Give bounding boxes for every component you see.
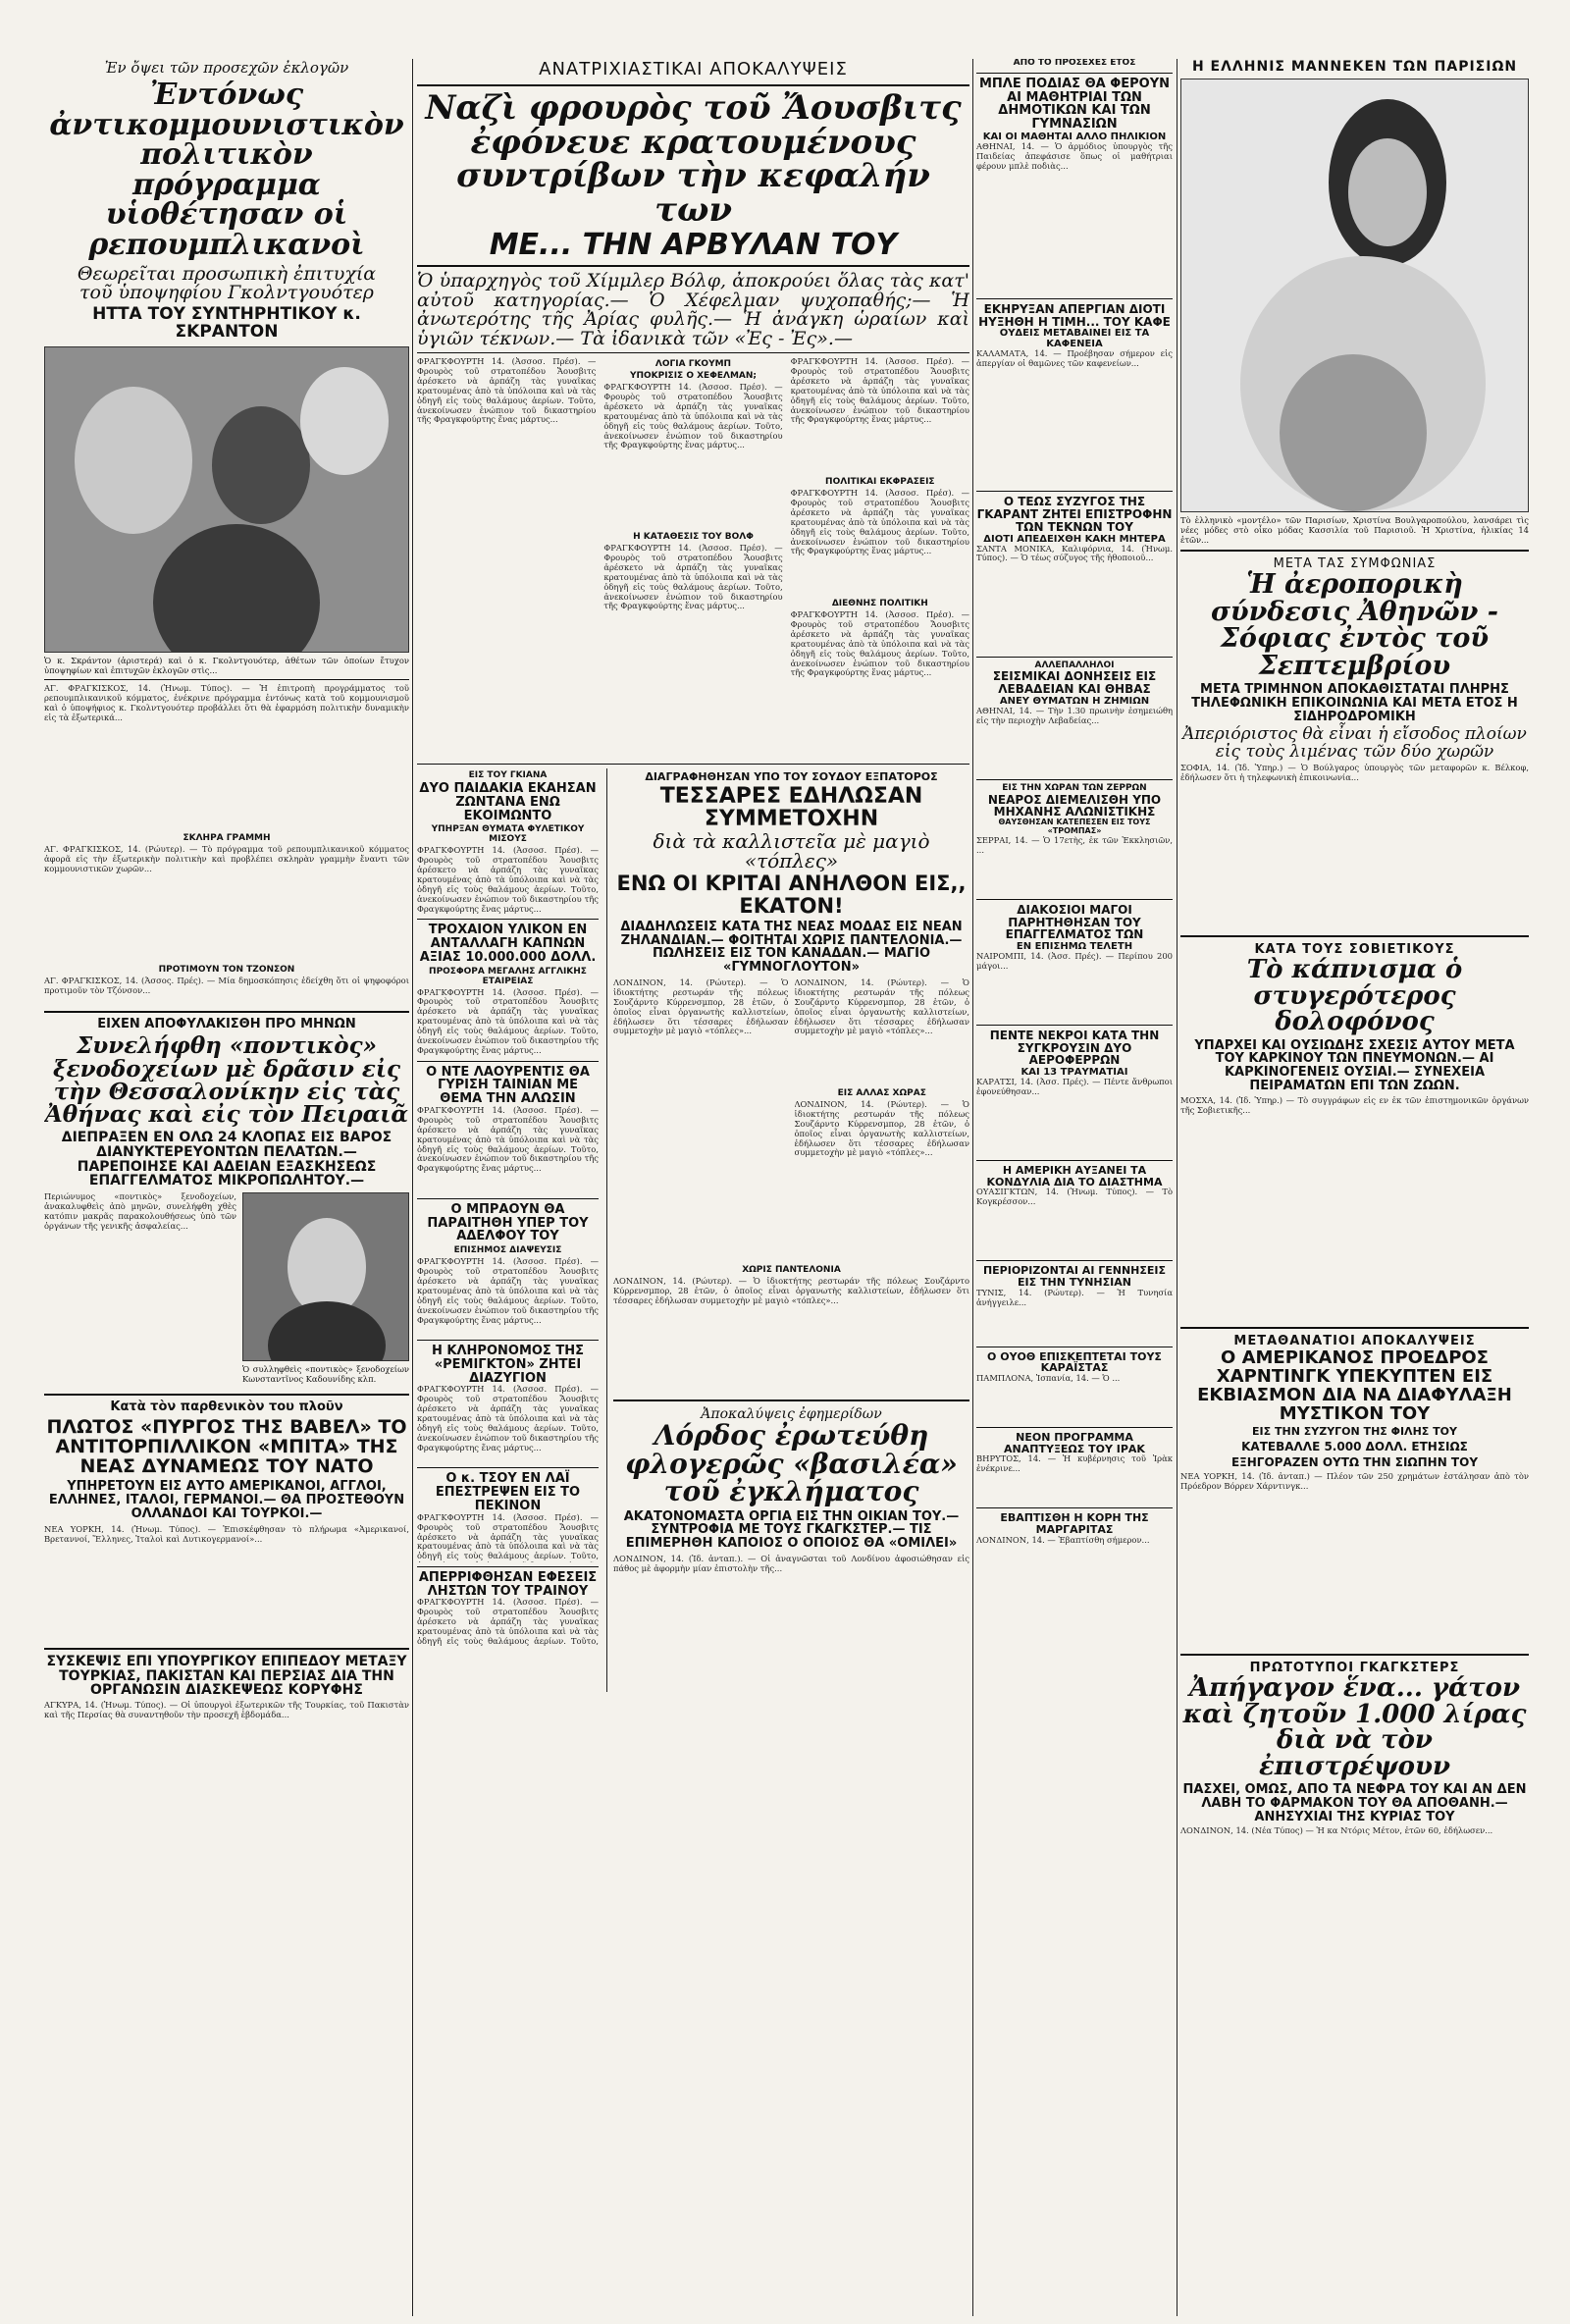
headline-auschwitz: Ναζὶ φρουρὸς τοῦ Ἄουσβιτς ἐφόνευε κρατουμένους συντρίβων τὴν κεφαλήν των bbox=[425, 88, 962, 231]
kicker: ΔΙΑΓΡΑΦΗΘΗΣΑΝ ΥΠΟ ΤΟΥ ΣΟΥΔΟΥ ΕΞΠΑΤΟΡΟΣ bbox=[645, 769, 938, 783]
article-body: ΛΟΝΔΙΝΟΝ, 14. (Νέα Τύπος) — Ἡ κα Ντόρις Μέτον, ἐτῶν 60, ἐδήλωσεν... bbox=[1180, 1826, 1493, 1836]
headline-ferries: ΠΕΝΤΕ ΝΕΚΡΟΙ ΚΑΤΑ ΤΗΝ ΣΥΓΚΡΟΥΣΙΝ ΔΥΟ ΑΕΡΟΦΕΡΡΩΝ bbox=[989, 1028, 1160, 1068]
subhead: ΕΙΣ ΑΛΛΑΣ ΧΩΡΑΣ bbox=[837, 1087, 926, 1098]
brief-headline: Ο κ. ΤΣΟΥ ΕΝ ΛΑΪ ΕΠΕΣΤΡΕΨΕΝ ΕΙΣ ΤΟ ΠΕΚΙΝΟΝ bbox=[435, 1471, 581, 1513]
deck-caps: ΜΕΤΑ ΤΡΙΜΗΝΟΝ ΑΠΟΚΑΘΙΣΤΑΤΑΙ ΠΛΗΡΗΣ ΤΗΛΕΦΩΝΙΚΗ ΕΠΙΚΟΙΝΩΝΙΑ ΚΑΙ ΜΕΤΑ ΕΤΟΣ Η ΣΙΔΗΡΟΔΡΟΜΙΚΗ bbox=[1191, 682, 1518, 724]
headline-republicans: Ἐντόνως ἀντικομμουνιστικὸν πολιτικὸν πρόγραμμα υἱοθέτησαν οἱ ρεπουμπλικανοὶ bbox=[49, 78, 404, 262]
deck-caps: ΔΙΑΔΗΛΩΣΕΙΣ ΚΑΤΑ ΤΗΣ ΝΕΑΣ ΜΟΔΑΣ ΕΙΣ ΝΕΑΝ ΖΗΛΑΝΔΙΑΝ.— ΦΟΙΤΗΤΑΙ ΧΩΡΙΣ ΠΑΝΤΕΛΟΝΙΑ.— ΠΩΛΗΣΕΙΣ ΕΙΣ ΤΟΝ ΚΑΝΑΔΑΝ.— ΜΑΓΙΟ «ΓΥΜΝΟΓΛΟΥΤΟΝ» bbox=[620, 919, 963, 976]
headline-smoking: Τὸ κάπνισμα ὁ στυγερότερος δολοφόνος bbox=[1246, 955, 1463, 1037]
subhead: ΠΡΟΤΙΜΟΥΝ ΤΟΝ ΤΖΟΝΣΟΝ bbox=[158, 965, 295, 976]
deck-caps: ΥΠΗΡΕΤΟΥΝ ΕΙΣ ΑΥΤΟ ΑΜΕΡΙΚΑΝΟΙ, ΑΓΓΛΟΙ, ΕΛΛΗΝΕΣ, ΙΤΑΛΟΙ, ΓΕΡΜΑΝΟΙ.— ΘΑ ΠΡΟΣΤΕΘΟΥΝ ΟΛΛΑΝΔΟΙ ΚΑΙ ΤΟΥΡΚΟΙ.— bbox=[48, 1479, 405, 1521]
deck: ΚΑΤΕΒΑΛΛΕ 5.000 ΔΟΛΛ. ΕΤΗΣΙΩΣ bbox=[1241, 1440, 1468, 1453]
column-rule bbox=[1177, 59, 1178, 2316]
subhead: ΕΙΣ ΤΟΥ ΓΚΙΑΝΑ bbox=[468, 769, 548, 780]
article-body: ΚΑΡΑΤΣΙ, 14. (Ἀσσ. Πρές). — Πέντε ἄνθρωποι ἐφονεύθησαν... bbox=[976, 1078, 1173, 1097]
deck: ΟΥΔΕΙΣ ΜΕΤΑΒΑΙΝΕΙ ΕΙΣ ΤΑ ΚΑΦΕΝΕΙΑ bbox=[999, 328, 1150, 350]
photo-caption: Ὁ συλληφθεὶς «ποντικὸς» ξενοδοχείων Κωνσταντῖνος Καδουνίδης κλπ. bbox=[242, 1364, 409, 1385]
deck: Ὁ ὑπαρχηγὸς τοῦ Χίμμλερ Βόλφ, ἀποκρούει ὅλας τὰς κατ' αὐτοῦ κατηγορίας.— Ὁ Χέφελμαν ψυχοπαθής;— Ἡ ἀνωτερότης τῆς Ἀρίας φυλῆς.— Ἡ ἀνάγκη ὡραίων καὶ ὑγιῶν τέκνων.— Τὰ ἰδανικὰ τῶν «Ἐς - Ἐς».— bbox=[417, 270, 969, 349]
article-body: ΛΟΝΔΙΝΟΝ, 14. (Ρώυτερ). — Ὁ ἰδιοκτήτης ρεστωράν τῆς πόλεως Σουζάρντο Κύρρενσμπορ, 28 ἐτῶν, ὁ ὁποῖος εἶναι ὀργανωτὴς καλλιστείων, ἐδήλωσεν ὅτι τέσσαρες ἐδήλωσαν συμμετοχὴν μὲ μαγιὸ «τόπλες»... bbox=[613, 1276, 969, 1305]
headline-space: Η ΑΜΕΡΙΚΗ ΑΥΞΑΝΕΙ ΤΑ ΚΟΝΔΥΛΙΑ ΔΙΑ ΤΟ ΔΙΑΣΤΗΜΑ bbox=[986, 1164, 1163, 1188]
article-body: ΛΟΝΔΙΝΟΝ, 14. (Ρώυτερ). — Ὁ ἰδιοκτήτης ρεστωράν τῆς πόλεως Σουζάρντο Κύρρενσμπορ, 28 ἐτῶν, ὁ ὁποῖος εἶναι ὀργανωτὴς καλλιστείων, ἐδήλωσεν ὅτι τέσσαρες ἐδήλωσαν συμμετοχὴν μὲ μαγιὸ «τόπλες»... bbox=[794, 1099, 969, 1158]
kicker: ΠΡΩΤΟΤΥΠΟΙ ΓΚΑΓΚΣΤΕΡΣ bbox=[1249, 1661, 1460, 1675]
article-body: ΦΡΑΓΚΦΟΥΡΤΗ 14. (Ἀσσοσ. Πρέσ). — Φρουρὸς τοῦ στρατοπέδου Ἄουσβιτς ἀρέσκετο νὰ ἀρπάζη τὰς γυναῖκας κρατουμένας ἀπὸ τὰ ὑπόλοιπα καὶ νὰ τὰς ὁδηγῆ εἰς τοὺς θαλάμους ἀερίων. Τοῦτο, ἀνεκοίνωσεν ἐνώπιον τοῦ δικαστηρίου τῆς Φραγκφούρτης ἕνας μάρτυς... bbox=[417, 1257, 599, 1325]
headline-lord: Λόρδος ἐρωτεύθη φλογερῶς «βασιλέα» τοῦ ἐγκλήματος bbox=[625, 1418, 958, 1508]
article-body: ΛΟΝΔΙΝΟΝ, 14. (Ἰδ. ἀνταπ.). — Οἱ ἀναγνῶσται τοῦ Λονδίνου ἀφοσιώθησαν εἰς πάθος μὲ ἀφορμὴν μίαν ἐπιστολὴν τῆς... bbox=[613, 1554, 969, 1573]
photo-suspect bbox=[242, 1192, 409, 1361]
kicker: ΑΛΛΕΠΑΛΛΗΛΟΙ bbox=[1034, 660, 1115, 670]
article-body: ΝΕΑ ΥΟΡΚΗ, 14. (Ἰδ. ἀνταπ.) — Πλέον τῶν 250 χρημάτων ἐστάλησαν ἀπὸ τὸν Πρόεδρον Βόρρεν Χάρντινγκ... bbox=[1180, 1472, 1529, 1491]
article-body: ΦΡΑΓΚΦΟΥΡΤΗ 14. (Ἀσσοσ. Πρέσ). — Φρουρὸς τοῦ στρατοπέδου Ἄουσβιτς ἀρέσκετο νὰ ἀρπάζη τὰς γυναῖκας κρατουμένας ἀπὸ τὰ ὑπόλοιπα καὶ νὰ τὰς ὁδηγῆ εἰς τοὺς θαλάμους ἀερίων. Τοῦτο, ἀνεκοίνωσεν ἐνώπιον τοῦ δικαστηρίου τῆς Φραγκφούρτης ἕνας μάρτυς... bbox=[790, 356, 969, 425]
headline-auschwitz-2: ΜΕ... ΤΗΝ ΑΡΒΥΛΑΝ ΤΟΥ bbox=[489, 227, 898, 262]
article-body: ΛΟΝΔΙΝΟΝ, 14. (Ρώυτερ). — Ὁ ἰδιοκτήτης ρεστωράν τῆς πόλεως Σουζάρντο Κύρρενσμπορ, 28 ἐτῶν, ὁ ὁποῖος εἶναι ὀργανωτὴς καλλιστείων, ἐδήλωσεν ὅτι τέσσαρες ἐδήλωσαν συμμετοχὴν μὲ μαγιὸ «τόπλες»... bbox=[613, 977, 789, 1036]
headline-aprons: ΜΠΛΕ ΠΟΔΙΑΣ ΘΑ ΦΕΡΟΥΝ ΑΙ ΜΑΘΗΤΡΙΑΙ ΤΩΝ ΔΗΜΟΤΙΚΩΝ ΚΑΙ ΤΩΝ ΓΥΜΝΑΣΙΩΝ bbox=[978, 76, 1171, 132]
brief-headline: ΑΠΕΡΡΙΦΘΗΣΑΝ ΕΦΕΣΕΙΣ ΛΗΣΤΩΝ ΤΟΥ ΤΡΑΙΝΟΥ bbox=[418, 1569, 598, 1599]
headline-cento-meeting: ΣΥΣΚΕΨΙΣ ΕΠΙ ΥΠΟΥΡΓΙΚΟΥ ΕΠΙΠΕΔΟΥ ΜΕΤΑΞΥ ΤΟΥΡΚΙΑΣ, ΠΑΚΙΣΤΑΝ ΚΑΙ ΠΕΡΣΙΑΣ ΔΙΑ ΤΗΝ ΟΡΓΑΝΩΣΙΝ ΔΙΑΣΚΕΨΕΩΣ ΚΟΡΥΦΗΣ bbox=[46, 1653, 407, 1699]
article-body: ΑΘΗΝΑΙ, 14. — Ὁ ἀρμόδιος ὑπουργὸς τῆς Παιδείας ἀπεφάσισε ὅπως οἱ μαθήτριαι φέρουν μπλὲ ποδιὰς... bbox=[976, 141, 1173, 171]
headline-athens-sofia: Ἡ ἀεροπορικὴ σύνδεσις Ἀθηνῶν - Σόφιας ἐντὸς τοῦ Σεπτεμβρίου bbox=[1211, 569, 1498, 681]
article-body: Περιώνυμος «ποντικὸς» ξενοδοχείων, ἀνακαλυφθεὶς ἀπὸ μηνῶν, συνελήφθη χθὲς κατόπιν μακρᾶς παρακολουθήσεως ὑπὸ τῶν ὀργάνων τῆς γενικῆς ἀσφαλείας... bbox=[44, 1192, 236, 1231]
column-rule bbox=[412, 59, 413, 2316]
brief-headline: ΔΥΟ ΠΑΙΔΑΚΙΑ ΕΚΑΗΣΑΝ ΖΩΝΤΑΝΑ ΕΝΩ ΕΚΟΙΜΩΝΤΟ bbox=[419, 780, 597, 823]
article-body: ΑΘΗΝΑΙ, 14. — Τὴν 1.30 πρωινὴν ἐσημειώθη εἰς τὴν περιοχὴν Λεβαδείας... bbox=[976, 706, 1173, 725]
brief-headline: Ο ΝΤΕ ΛΑΟΥΡΕΝΤΙΣ ΘΑ ΓΥΡΙΣΗ ΤΑΙΝΙΑΝ ΜΕ ΘΕΜΑ ΤΗΝ ΑΛΩΣΙΝ bbox=[426, 1064, 590, 1107]
article-body: ΦΡΑΓΚΦΟΥΡΤΗ 14. (Ἀσσοσ. Πρέσ). — Φρουρὸς τοῦ στρατοπέδου Ἄουσβιτς ἀρέσκετο νὰ ἀρπάζη τὰς γυναῖκας κρατουμένας ἀπὸ τὰ ὑπόλοιπα καὶ νὰ τὰς ὁδηγῆ εἰς τοὺς θαλάμους ἀερίων. Τοῦτο, ἀνεκοίνωσεν ἐνώπιον τοῦ δικαστηρίου τῆς Φραγκφούρτης ἕνας μάρτυς... bbox=[790, 609, 969, 678]
kicker: ΜΕΤΑΘΑΝΑΤΙΟΙ ΑΠΟΚΑΛΥΨΕΙΣ bbox=[1233, 1333, 1476, 1348]
subhead: ΣΚΛΗΡΑ ΓΡΑΜΜΗ bbox=[183, 833, 271, 844]
article-body: ΝΕΑ ΥΟΡΚΗ, 14. (Ἡνωμ. Τύπος). — Ἐπισκέφθησαν τὸ πλήρωμα «Ἀμερικανοί, Βρεταννοί, Ἕλληνες, Ἰταλοὶ καὶ Δυτικογερμανοί»... bbox=[44, 1524, 409, 1544]
subhead: ΛΟΓΙΑ ΓΚΟΥΜΠ bbox=[654, 358, 732, 369]
deck: ΘΑΥΣΘΗΣΑΝ ΚΑΤΕΠΕΣΕΝ ΕΙΣ ΤΟΥΣ «ΤΡΟΜΠΑΣ» bbox=[998, 818, 1151, 835]
deck: Ἀπεριόριστος θὰ εἶναι ἡ εἴσοδος πλοίων εἰς τοὺς λιμένας τῶν δύο χωρῶν bbox=[1182, 724, 1527, 762]
subhead: Η ΚΑΤΑΘΕΣΙΣ ΤΟΥ ΒΟΛΦ bbox=[633, 531, 754, 542]
deck: Θεωρεῖται προσωπικὴ ἐπιτυχία bbox=[77, 262, 377, 285]
kicker: Ἐν ὄψει τῶν προσεχῶν ἐκλογῶν bbox=[104, 59, 349, 77]
brief-deck: ΥΠΗΡΞΑΝ ΘΥΜΑΤΑ ΦΥΛΕΤΙΚΟΥ ΜΙΣΟΥΣ bbox=[431, 824, 585, 845]
article-body: ΝΑΪΡΟΜΠΙ, 14. (Ἀσσ. Πρές). — Περίπου 200 μάγοι... bbox=[976, 951, 1173, 971]
article-body: ΦΡΑΓΚΦΟΥΡΤΗ 14. (Ἀσσοσ. Πρέσ). — Φρουρὸς τοῦ στρατοπέδου Ἄουσβιτς ἀρέσκετο νὰ ἀρπάζη τὰς γυναῖκας κρατουμένας ἀπὸ τὰ ὑπόλοιπα καὶ νὰ τὰς ὁδηγῆ εἰς τοὺς θαλάμους ἀερίων. Τοῦτο, ἀνεκοίνωσεν ἐνώπιον τοῦ δικαστηρίου τῆς Φραγκφούρτης ἕνας μάρτυς... bbox=[603, 382, 783, 450]
article-body: ΦΡΑΓΚΦΟΥΡΤΗ 14. (Ἀσσοσ. Πρέσ). — Φρουρὸς τοῦ στρατοπέδου Ἄουσβιτς ἀρέσκετο νὰ ἀρπάζη τὰς γυναῖκας κρατουμένας ἀπὸ τὰ ὑπόλοιπα καὶ νὰ τὰς ὁδηγῆ εἰς τοὺς θαλάμους ἀερίων. Τοῦτο, bbox=[417, 1598, 599, 1646]
deck-caps: ΠΑΣΧΕΙ, ΟΜΩΣ, ΑΠΟ ΤΑ ΝΕΦΡΑ ΤΟΥ ΚΑΙ ΑΝ ΔΕΝ ΛΑΒΗ ΤΟ ΦΑΡΜΑΚΟΝ ΤΟΥ ΘΑ ΑΠΟΘΑΝΗ.— ΑΝΗΣΥΧΙΑΙ ΤΗΣ ΚΥΡΙΑΣ ΤΟΥ bbox=[1182, 1782, 1527, 1824]
column-2 bbox=[417, 59, 969, 2316]
article-body: ΦΡΑΓΚΦΟΥΡΤΗ 14. (Ἀσσοσ. Πρέσ). — Φρουρὸς τοῦ στρατοπέδου Ἄουσβιτς ἀρέσκετο νὰ ἀρπάζη τὰς γυναῖκας κρατουμένας ἀπὸ τὰ ὑπόλοιπα καὶ νὰ τὰς ὁδηγῆ εἰς τοὺς θαλάμους ἀερίων. Τοῦτο, ἀνεκοίνωσεν ἐνώπιον τοῦ δικαστηρίου τῆς Φραγκφούρτης ἕνας μάρτυς... bbox=[417, 356, 597, 425]
headline-topless: ΤΕΣΣΑΡΕΣ ΕΔΗΛΩΣΑΝ ΣΥΜΜΕΤΟΧΗΝ bbox=[659, 783, 923, 832]
headline-thresher: ΝΕΑΡΟΣ ΔΙΕΜΕΛΙΣΘΗ ΥΠΟ ΜΗΧΑΝΗΣ ΑΛΩΝΙΣΤΙΚΗΣ bbox=[987, 792, 1162, 819]
article-body: ΚΑΛΑΜΑΤΑ, 14. — Προέβησαν σήμερον εἰς ἀπεργίαν οἱ θαμῶνες τῶν καφενείων... bbox=[976, 349, 1173, 369]
article-body: ΣΟΦΙΑ, 14. (Ἰδ. Ὑπηρ.) — Ὁ Βούλγαρος ὑπουργὸς τῶν μεταφορῶν κ. Βέλκοφ, ἐδήλωσεν ὅτι ἡ τηλεφωνικὴ ἐπικοινωνία... bbox=[1180, 764, 1529, 782]
headline-cat-kidnap: Ἀπήγαγον ἕνα... γάτον καὶ ζητοῦν 1.000 λίρας διὰ νὰ τὸν ἐπιστρέψουν bbox=[1182, 1673, 1527, 1781]
article-body: ΦΡΑΓΚΦΟΥΡΤΗ 14. (Ἀσσοσ. Πρέσ). — Φρουρὸς τοῦ στρατοπέδου Ἄουσβιτς ἀρέσκετο νὰ ἀρπάζη τὰς γυναῖκας κρατουμένας ἀπὸ τὰ ὑπόλοιπα καὶ νὰ τὰς ὁδηγῆ εἰς τοὺς θαλάμους ἀερίων. Τοῦτο, ἀνεκοίνωσεν ἐνώπιον τοῦ δικαστηρίου τῆς Φραγκφούρτης ἕνας μάρτυς... bbox=[417, 1105, 599, 1174]
subhead: ΔΙΕΘΝΗΣ ΠΟΛΙΤΙΚΗ bbox=[831, 598, 928, 608]
article-body: ΒΗΡΥΤΟΣ, 14. — Ἡ κυβέρνησις τοῦ Ἰρὰκ ἐνέκρινε... bbox=[976, 1454, 1173, 1474]
headline-nato-ship: ΠΛΩΤΟΣ «ΠΥΡΓΟΣ ΤΗΣ ΒΑΒΕΛ» ΤΟ ΑΝΤΙΤΟΡΠΙΛΛΙΚΟΝ «ΜΠΙΤΑ» ΤΗΣ ΝΕΑΣ ΔΥΝΑΜΕΩΣ ΤΟΥ ΝΑΤΟ bbox=[46, 1416, 407, 1478]
headline-earthquake: ΣΕΙΣΜΙΚΑΙ ΔΟΝΗΣΕΙΣ ΕΙΣ ΛΕΒΑΔΕΙΑΝ ΚΑΙ ΘΗΒΑΣ bbox=[992, 669, 1157, 697]
deck: τοῦ ὑποψηφίου Γκολντγουότερ bbox=[79, 281, 374, 303]
deck: ΕΙΣ ΤΗΝ ΣΥΖΥΓΟΝ ΤΗΣ ΦΙΛΗΣ ΤΟΥ bbox=[1252, 1425, 1457, 1438]
brief-headline: Η ΚΛΗΡΟΝΟΜΟΣ ΤΗΣ «ΡΕΜΙΓΚΤΟΝ» ΖΗΤΕΙ ΔΙΑΖΥΓΙΟΝ bbox=[432, 1344, 584, 1386]
photo-mannequin bbox=[1180, 79, 1529, 512]
headline-hotel-thief: Συνελήφθη «ποντικὸς» ξενοδοχείων μὲ δρᾶσιν εἰς τὴν Θεσσαλονίκην εἰς τὰς Ἀθήνας καὶ εἰς τὸν Πειραιᾶ bbox=[44, 1032, 409, 1129]
headline-tunisia: ΠΕΡΙΟΡΙΖΟΝΤΑΙ ΑΙ ΓΕΝΝΗΣΕΙΣ ΕΙΣ ΤΗΝ ΤΥΝΗΣΙΑΝ bbox=[982, 1264, 1167, 1290]
deck-caps: ΔΙΕΠΡΑΞΕΝ ΕΝ ΟΛΩ 24 ΚΛΟΠΑΣ ΕΙΣ ΒΑΡΟΣ ΔΙΑΝΥΚΤΕΡΕΥΟΝΤΩΝ ΠΕΛΑΤΩΝ.— ΠΑΡΕΠΟΙΗΣΕ ΚΑΙ ΑΔΕΙΑΝ ΕΞΑΣΚΗΣΕΩΣ ΕΠΑΓΓΕΛΜΑΤΟΣ ΜΙΚΡΟΠΩΛΗΤΟΥ.— bbox=[61, 1129, 392, 1189]
deck: ΕΝ ΕΠΙΣΗΜΩ ΤΕΛΕΤΗ bbox=[1016, 940, 1133, 952]
article-body: ΑΓ. ΦΡΑΓΚΙΣΚΟΣ, 14. (Ἀσσος. Πρές). — Μία δημοσκόπησις ἐδείχθη ὅτι οἱ ψηφοφόροι προτιμοῦν τὸν Τζόνσον... bbox=[44, 977, 409, 996]
article-body: ΦΡΑΓΚΦΟΥΡΤΗ 14. (Ἀσσοσ. Πρέσ). — Φρουρὸς τοῦ στρατοπέδου Ἄουσβιτς ἀρέσκετο νὰ ἀρπάζη τὰς γυναῖκας κρατουμένας ἀπὸ τὰ ὑπόλοιπα καὶ νὰ τὰς ὁδηγῆ εἰς τοὺς θαλάμους ἀερίων. Τοῦτο, bbox=[417, 1512, 599, 1561]
headline-visit: Ο ΟΥΟΘ ΕΠΙΣΚΕΠΤΕΤΑΙ ΤΟΥΣ ΚΑΡΑΪΣΤΑΣ bbox=[987, 1349, 1162, 1375]
column-3 bbox=[976, 59, 1173, 2316]
subhead: ΥΠΟΚΡΙΣΙΣ Ο ΧΕΦΕΛΜΑΝ; bbox=[629, 370, 758, 381]
brief-headline: Ο ΜΠΡΑΟΥΝ ΘΑ ΠΑΡΑΙΤΗΘΗ ΥΠΕΡ ΤΟΥ ΑΔΕΛΦΟΥ ΤΟΥ bbox=[427, 1201, 589, 1244]
headline-harding: Ο ΑΜΕΡΙΚΑΝΟΣ ΠΡΟΕΔΡΟΣ ΧΑΡΝΤΙΝΓΚ ΥΠΕΚΥΠΤΕΝ ΕΙΣ ΕΚΒΙΑΣΜΟΝ ΔΙΑ ΝΑ ΔΙΑΦΥΛΑΞΗ ΜΥΣΤΙΚΟΝ ΤΟΥ bbox=[1197, 1347, 1512, 1424]
headline-topless-3: ΕΝΩ ΟΙ ΚΡΙΤΑΙ ΑΝΗΛΘΟΝ ΕΙΣ,, ΕΚΑΤΟΝ! bbox=[616, 872, 967, 918]
kicker-bar: Κατὰ τὸν παρθενικὸν του πλοῦν bbox=[110, 1400, 343, 1415]
article-body: ΛΟΝΔΙΝΟΝ, 14. — Ἐβαπτίσθη σήμερον... bbox=[976, 1535, 1150, 1545]
subhead: ΠΟΛΙΤΙΚΑΙ ΕΚΦΡΑΣΕΙΣ bbox=[825, 476, 935, 487]
photo-caption: Τὸ ἑλληνικὸ «μοντέλο» τῶν Παρισίων, Χριστίνα Βουλγαροπούλου, λανσάρει τὶς νέες μόδες στὸ οἶκο μόδας Κασσιλία τοῦ Παρισιοῦ. Ἡ Χριστίνα, ἡλικίας 14 ἐτῶν... bbox=[1180, 515, 1529, 545]
article-body: ΦΡΑΓΚΦΟΥΡΤΗ 14. (Ἀσσοσ. Πρέσ). — Φρουρὸς τοῦ στρατοπέδου Ἄουσβιτς ἀρέσκετο νὰ ἀρπάζη τὰς γυναῖκας κρατουμένας ἀπὸ τὰ ὑπόλοιπα καὶ νὰ τὰς ὁδηγῆ εἰς τοὺς θαλάμους ἀερίων. Τοῦτο, ἀνεκοίνωσεν ἐνώπιον τοῦ δικαστηρίου τῆς Φραγκφούρτης ἕνας μάρτυς... bbox=[417, 987, 599, 1056]
deck: ΕΞΗΓΟΡΑΖΕΝ ΟΥΤΩ ΤΗΝ ΣΙΩΠΗΝ ΤΟΥ bbox=[1230, 1455, 1479, 1469]
deck: ΚΑΙ 13 ΤΡΑΥΜΑΤΙΑΙ bbox=[1020, 1067, 1128, 1079]
kicker-bar: ΕΙΧΕΝ ΑΠΟΦΥΛΑΚΙΣΘΗ ΠΡΟ ΜΗΝΩΝ bbox=[97, 1017, 356, 1032]
kicker: ΕΙΣ ΤΗΝ ΧΩΡΑΝ ΤΩΝ ΖΕΡΡΩΝ bbox=[1002, 782, 1147, 793]
headline-coffee-strike: ΕΚΗΡΥΞΑΝ ΑΠΕΡΓΙΑΝ ΔΙΟΤΙ ΗΥΞΗΘΗ Η ΤΙΜΗ... ΤΟΥ ΚΑΦΕ bbox=[978, 301, 1171, 329]
deck-caps: ΗΤΤΑ ΤΟΥ ΣΥΝΤΗΡΗΤΙΚΟΥ κ. ΣΚΡΑΝΤΟΝ bbox=[92, 304, 361, 343]
deck-caps: ΥΠΑΡΧΕΙ ΚΑΙ ΟΥΣΙΩΔΗΣ ΣΧΕΣΙΣ ΑΥΤΟΥ ΜΕΤΑ ΤΟΥ ΚΑΡΚΙΝΟΥ ΤΩΝ ΠΝΕΥΜΟΝΩΝ.— ΑΙ ΚΑΡΚΙΝΟΓΕΝΕΙΣ ΟΥΣΙΑΙ.— ΣΥΝΕΧΕΙΑ ΠΕΙΡΑΜΑΤΩΝ ΕΠΙ ΤΩΝ ΖΩΩΝ. bbox=[1194, 1037, 1515, 1093]
photo-scranton-goldwater bbox=[44, 346, 409, 653]
article-body: ΠΑΜΠΛΟΝΑ, Ἰσπανία, 14. — Ὁ ... bbox=[976, 1374, 1121, 1384]
brief-deck: ΕΠΙΣΗΜΟΣ ΔΙΑΨΕΥΣΙΣ bbox=[453, 1245, 562, 1256]
article-body: ΟΥΑΣΙΓΚΤΩΝ, 14. (Ἡνωμ. Τύπος). — Τὸ Κογκρέσσον... bbox=[976, 1188, 1173, 1207]
headline-garland: Ο ΤΕΩΣ ΣΥΖΥΓΟΣ ΤΗΣ ΓΚΑΡΑΝΤ ΖΗΤΕΙ ΕΠΙΣΤΡΟΦΗΝ ΤΩΝ ΤΕΚΝΩΝ ΤΟΥ bbox=[976, 495, 1173, 534]
deck-caps: ΑΚΑΤΟΝΟΜΑΣΤΑ ΟΡΓΙΑ ΕΙΣ ΤΗΝ ΟΙΚΙΑΝ ΤΟΥ.— ΣΥΝΤΡΟΦΙΑ ΜΕ ΤΟΥΣ ΓΚΑΓΚΣΤΕΡ.— ΤΙΣ ΕΠΙΜΕΡΗΘΗ ΚΑΠΟΙΟΣ Ο ΟΠΟΙΟΣ ΘΑ «ΟΜΙΛΕΙ» bbox=[623, 1508, 960, 1552]
kicker: Ἀποκαλύψεις ἐφημερίδων bbox=[701, 1405, 882, 1422]
kicker: ΑΝΑΤΡΙΧΙΑΣΤΙΚΑΙ ΑΠΟΚΑΛΥΨΕΙΣ bbox=[539, 59, 848, 79]
kicker: Η ΕΛΛΗΝΙΣ ΜΑΝΝΕΚΕΝ ΤΩΝ ΠΑΡΙΣΙΩΝ bbox=[1191, 59, 1518, 75]
article-body: ΦΡΑΓΚΦΟΥΡΤΗ 14. (Ἀσσοσ. Πρέσ). — Φρουρὸς τοῦ στρατοπέδου Ἄουσβιτς ἀρέσκετο νὰ ἀρπάζη τὰς γυναῖκας κρατουμένας ἀπὸ τὰ ὑπόλοιπα καὶ νὰ τὰς ὁδηγῆ εἰς τοὺς θαλάμους ἀερίων. Τοῦτο, ἀνεκοίνωσεν ἐνώπιον τοῦ δικαστηρίου τῆς Φραγκφούρτης ἕνας μάρτυς... bbox=[417, 1385, 599, 1452]
headline-topless-2: διὰ τὰ καλλιστεῖα μὲ μαγιὸ «τόπλες» bbox=[653, 828, 930, 872]
article-body: ΦΡΑΓΚΦΟΥΡΤΗ 14. (Ἀσσοσ. Πρέσ). — Φρουρὸς τοῦ στρατοπέδου Ἄουσβιτς ἀρέσκετο νὰ ἀρπάζη τὰς γυναῖκας κρατουμένας ἀπὸ τὰ ὑπόλοιπα καὶ νὰ τὰς ὁδηγῆ εἰς τοὺς θαλάμους ἀερίων. Τοῦτο, ἀνεκοίνωσεν ἐνώπιον τοῦ δικαστηρίου τῆς Φραγκφούρτης ἕνας μάρτυς... bbox=[603, 543, 783, 611]
kicker: ΑΠΟ ΤΟ ΠΡΟΣΕΧΕΣ ΕΤΟΣ bbox=[1013, 59, 1136, 68]
left-briefs bbox=[417, 768, 599, 1692]
kicker: ΚΑΤΑ ΤΟΥΣ ΣΟΒΙΕΤΙΚΟΥΣ bbox=[1254, 942, 1455, 958]
headline-magicians: ΔΙΑΚΟΣΙΟΙ ΜΑΓΟΙ ΠΑΡΗΤΗΘΗΣΑΝ ΤΟΥ ΕΠΑΓΓΕΛΜΑΤΟΣ ΤΩΝ bbox=[1005, 902, 1144, 942]
article-body: ΣΕΡΡΑΙ, 14. — Ὁ 17ετὴς, ἐκ τῶν Ἐκκλησιῶν, ... bbox=[976, 835, 1173, 855]
article-body: ΑΓ. ΦΡΑΓΚΙΣΚΟΣ, 14. (Ἡνωμ. Τύπος). — Ἡ ἐπιτροπὴ προγράμματος τοῦ ρεπουμπλικανικοῦ κόμματος, ἐνέκρινε πρόγραμμα ἐντόνως κατὰ τοῦ κομμουνισμοῦ καὶ ὁ ὑποψήφιος κ. Γκολντγουότερ προβάλλει ὅτι θὰ ἐφαρμόση πολιτικὴν δυναμικὴν εἰς τὰ ἐξωτερικά... bbox=[44, 684, 409, 723]
column-rule bbox=[972, 59, 973, 2316]
deck: ΔΙΟΤΙ ΑΠΕΔΕΙΧΘΗ ΚΑΚΗ ΜΗΤΕΡΑ bbox=[983, 533, 1166, 545]
article-body: ΤΥΝΙΣ, 14. (Ρώυτερ). — Ἡ Τυνησία ἀνήγγειλε... bbox=[976, 1288, 1173, 1307]
deck: ΚΑΙ ΟΙ ΜΑΘΗΤΑΙ ΑΛΛΟ ΠΗΛΙΚΙΟΝ bbox=[982, 131, 1167, 142]
subhead: ΧΩΡΙΣ ΠΑΝΤΕΛΟΝΙΑ bbox=[742, 1264, 841, 1275]
photo-caption: Ὁ κ. Σκράντον (ἀριστερά) καὶ ὁ κ. Γκολντγουότερ, ἀθέτων τῶν ὁποίων ἔτυχον ὑποψηφίων καὶ ἐπιτυχῶν ἐκλογῶν στὶς... bbox=[44, 656, 409, 676]
headline-iraq: ΝΕΟΝ ΠΡΟΓΡΑΜΜΑ ΑΝΑΠΤΥΞΕΩΣ ΤΟΥ ΙΡΑΚ bbox=[1004, 1431, 1145, 1455]
beauty-contest-story bbox=[606, 768, 969, 1692]
article-body: ΑΓΚΥΡΑ, 14. (Ἡνωμ. Τύπος). — Οἱ ὑπουργοὶ ἐξωτερικῶν τῆς Τουρκίας, τοῦ Πακιστὰν καὶ τῆς Περσίας θὰ συναντηθοῦν τὴν προσεχῆ ἑβδομάδα... bbox=[44, 1701, 409, 1720]
article-body: ΦΡΑΓΚΦΟΥΡΤΗ 14. (Ἀσσοσ. Πρέσ). — Φρουρὸς τοῦ στρατοπέδου Ἄουσβιτς ἀρέσκετο νὰ ἀρπάζη τὰς γυναῖκας κρατουμένας ἀπὸ τὰ ὑπόλοιπα καὶ νὰ τὰς ὁδηγῆ εἰς τοὺς θαλάμους ἀερίων. Τοῦτο, ἀνεκοίνωσεν ἐνώπιον τοῦ δικαστηρίου τῆς Φραγκφούρτης ἕνας μάρτυς... bbox=[417, 846, 599, 914]
column-1 bbox=[44, 59, 409, 2316]
article-body: ΑΓ. ΦΡΑΓΚΙΣΚΟΣ, 14. (Ρώυτερ). — Τὸ πρόγραμμα τοῦ ρεπουμπλικανικοῦ κόμματος ἀφορᾶ εἰς τὴν ἐξωτερικὴν πολιτικὴν καὶ προβλέπει σκληρὰν γραμμὴν ἔναντι τῶν κομμουνιστικῶν χωρῶν... bbox=[44, 845, 409, 874]
article-body: ΦΡΑΓΚΦΟΥΡΤΗ 14. (Ἀσσοσ. Πρέσ). — Φρουρὸς τοῦ στρατοπέδου Ἄουσβιτς ἀρέσκετο νὰ ἀρπάζη τὰς γυναῖκας κρατουμένας ἀπὸ τὰ ὑπόλοιπα καὶ νὰ τὰς ὁδηγῆ εἰς τοὺς θαλάμους ἀερίων. Τοῦτο, ἀνεκοίνωσεν ἐνώπιον τοῦ δικαστηρίου τῆς Φραγκφούρτης ἕνας μάρτυς... bbox=[790, 488, 969, 556]
brief-deck: ΠΡΟΣΦΟΡΑ ΜΕΓΑΛΗΣ ΑΓΓΛΙΚΗΣ ΕΤΑΙΡΕΙΑΣ bbox=[429, 966, 587, 986]
article-body: ΜΟΣΧΑ, 14. (Ἰδ. Ὑπηρ.) — Τὸ συγγράφων εἰς εν ἐκ τῶν ἐπιστημονικῶν ὀργάνων τῆς Σοβιετικῆς... bbox=[1180, 1095, 1529, 1115]
column-4 bbox=[1180, 59, 1529, 2316]
article-body: ΛΟΝΔΙΝΟΝ, 14. (Ρώυτερ). — Ὁ ἰδιοκτήτης ρεστωράν τῆς πόλεως Σουζάρντο Κύρρενσμπορ, 28 ἐτῶν, ὁ ὁποῖος εἶναι ὀργανωτὴς καλλιστείων, ἐδήλωσεν ὅτι τέσσαρες ἐδήλωσαν συμμετοχὴν μὲ μαγιὸ «τόπλες»... bbox=[794, 977, 969, 1036]
kicker: ΜΕΤΑ ΤΑΣ ΣΥΜΦΩΝΙΑΣ bbox=[1273, 556, 1437, 571]
deck: ΑΝΕΥ ΘΥΜΑΤΩΝ Η ΖΗΜΙΩΝ bbox=[999, 695, 1150, 707]
article-body: ΣΑΝΤΑ ΜΟΝΙΚΑ, Καλιφόρνια, 14. (Ἡνωμ. Τύπος). — Ὁ τέως σύζυγος τῆς ἠθοποιοῦ... bbox=[976, 544, 1173, 563]
headline-baptism: ΕΒΑΠΤΙΣΘΗ Η ΚΟΡΗ ΤΗΣ ΜΑΡΓΑΡΙΤΑΣ bbox=[1000, 1511, 1149, 1537]
brief-headline: ΤΡΟΧΑΙΟΝ ΥΛΙΚΟΝ ΕΝ ΑΝΤΑΛΛΑΓΗ ΚΑΠΝΩΝ ΑΞΙΑΣ 10.000.000 ΔΟΛΛ. bbox=[419, 923, 597, 965]
